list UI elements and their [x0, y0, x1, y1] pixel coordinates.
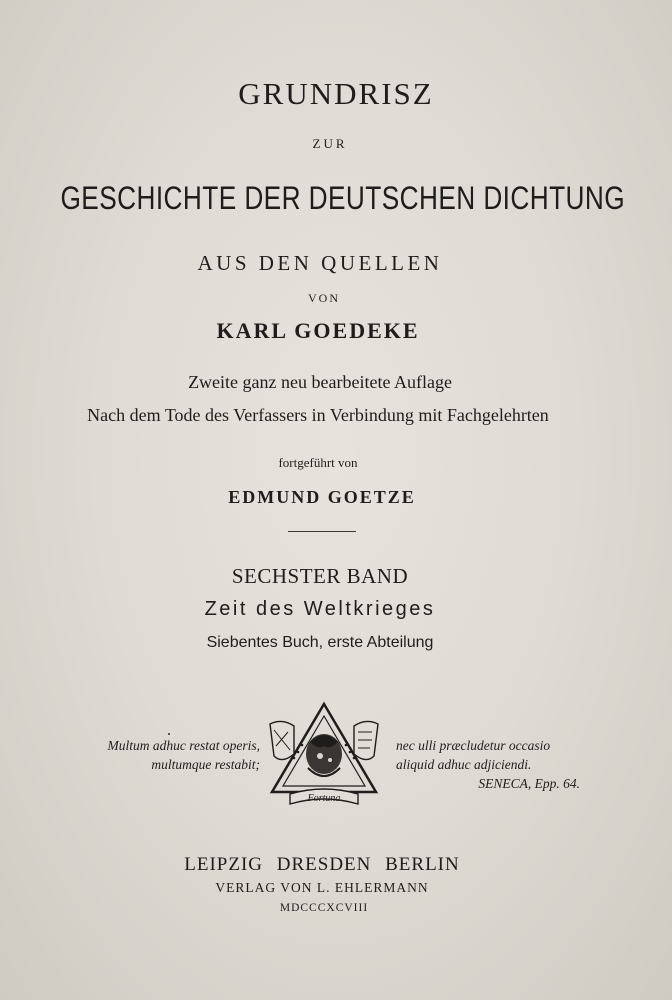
motto-left-line-1: Multum adhuc restat operis,	[107, 738, 260, 753]
publisher-name: VERLAG VON L. EHLERMANN	[215, 880, 429, 895]
by-line: VON	[308, 291, 340, 305]
publication-year: MDCCCXCVIII	[279, 902, 369, 914]
volume-title: Zeit des Weltkrieges	[204, 598, 436, 620]
edition-note: Nach dem Tode des Verfassers in Verbindung mit Fachgelehrten	[87, 405, 549, 425]
motto-left-line-2: multumque restabit;	[151, 757, 260, 772]
emblem-ribbon-text: Fortuna	[307, 793, 341, 804]
motto-left	[60, 736, 260, 774]
sources-line: AUS DEN QUELLEN	[197, 251, 443, 275]
publication-cities: LEIPZIG DRESDEN BERLIN	[184, 854, 460, 875]
title-connector: ZUR	[312, 136, 348, 151]
divider-rule	[288, 531, 356, 532]
editor-name: EDMUND GOETZE	[228, 487, 416, 507]
book-subtitle: GESCHICHTE DER DEUTSCHEN DICHTUNG	[60, 180, 626, 216]
volume-number: SECHSTER BAND	[231, 564, 409, 588]
motto-right	[396, 736, 596, 793]
author-name: KARL GOEDEKE	[216, 318, 420, 343]
motto-right-line-1: nec ulli præcludetur occasio	[396, 738, 551, 753]
part-designation: Siebentes Buch, erste Abteilung	[206, 634, 434, 651]
edition-statement: Zweite ganz neu bearbeitete Auflage	[188, 372, 452, 392]
continued-by-label: fortgeführt von	[278, 455, 358, 470]
motto-right-line-2: aliquid adhuc adjiciendi.	[396, 757, 532, 772]
printer-mark-dot	[168, 733, 170, 735]
publisher-emblem-icon	[264, 698, 384, 806]
book-title: GRUNDRISZ	[238, 76, 434, 111]
motto-source: SENECA, Epp. 64.	[478, 776, 580, 791]
